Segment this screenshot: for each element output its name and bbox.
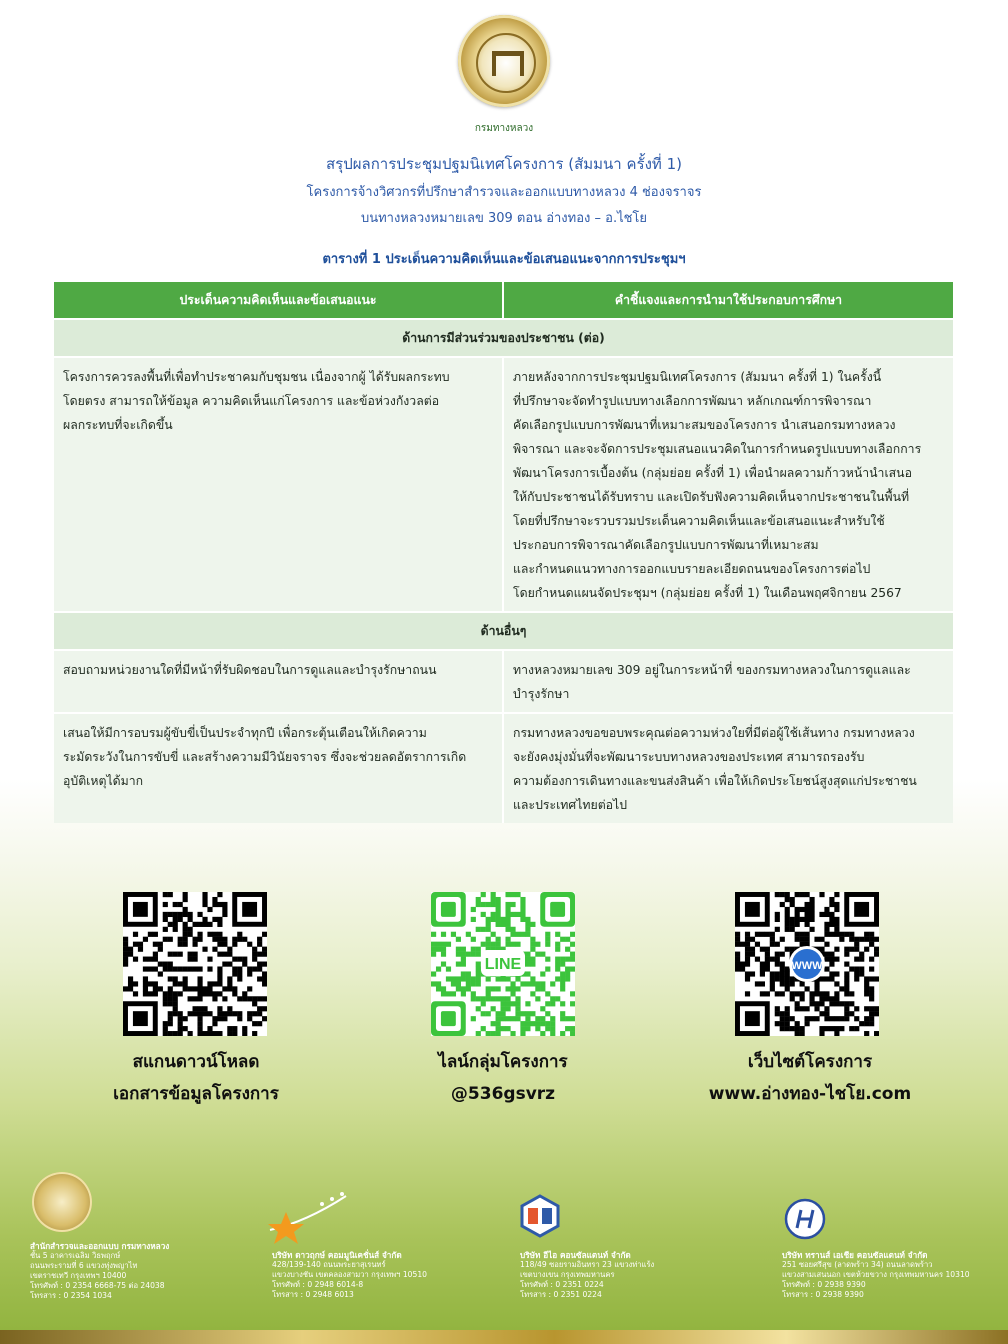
firm-block-trans-asia [782, 1250, 970, 1300]
document-title: สรุปผลการประชุมปฐมนิเทศโครงการ (สัมมนา ครั้งที่ 1) [326, 155, 682, 173]
firm-phone: โทรศัพท์ : 0 2938 9390 [782, 1280, 866, 1289]
firm-name: บริษัท อีไอ คอนซัลแตนท์ จำกัด [520, 1250, 631, 1260]
column-header-comments: ประเด็นความคิดเห็นและข้อเสนอแนะ [179, 293, 377, 307]
qr-label-line: เว็บไซต์โครงการ [747, 1052, 873, 1072]
website-qr-code[interactable] [735, 892, 879, 1036]
text-line: ที่ปรึกษาจะจัดทำรูปแบบทางเลือกการพัฒนา หลักเกณฑ์การพิจารณา [513, 394, 872, 408]
firm-address-line: แขวงบางชัน เขตคลองสามวา กรุงเทพฯ 10510 [272, 1270, 428, 1279]
svg-text:LINE: LINE [484, 956, 522, 973]
text-line: โดยกำหนดแผนจัดประชุมฯ (กลุ่มย่อย ครั้งที่ 1) ในเดือนพฤศจิกายน 2567 [513, 586, 902, 600]
comment-cell [54, 651, 502, 712]
table-row [54, 712, 953, 823]
daoreuk-star-logo-icon [266, 1190, 352, 1246]
download-documents-label [66, 1046, 326, 1110]
text-line: กรมทางหลวงขอขอบพระคุณต่อความห่วงใยที่มีต่อผู้ใช้เส้นทาง กรมทางหลวง [513, 726, 915, 740]
line-group-qr-code[interactable] [431, 892, 575, 1036]
comments-table [54, 282, 953, 823]
text-line: ระมัดระวังในการขับขี่ และสร้างความมีวินัยจราจร ซึ่งจะช่วยลดอัตราการเกิด [63, 750, 467, 764]
text-line: บำรุงรักษา [513, 687, 570, 701]
column-header-responses: คำชี้แจงและการนำมาใช้ประกอบการศึกษา [502, 282, 953, 318]
firm-block-ei [520, 1250, 654, 1300]
comment-cell [54, 714, 502, 823]
text-line: สอบถามหน่วยงานใดที่มีหน้าที่รับผิดชอบในการดูแลและบำรุงรักษาถนน [63, 663, 437, 677]
firm-fax: โทรสาร : 0 2351 0224 [520, 1290, 602, 1299]
firm-address-line: เขตราชเทวี กรุงเทพฯ 10400 [30, 1271, 127, 1280]
firm-block-daoreuk [272, 1250, 427, 1300]
firm-address-line: 118/49 ซอยรามอินทรา 23 แขวงท่าแร้ง [520, 1260, 655, 1269]
text-line: คัดเลือกรูปแบบการพัฒนาที่เหมาะสมของโครงการ นำเสนอกรมทางหลวง [513, 418, 896, 432]
project-location: บนทางหลวงหมายเลข 309 ตอน อ่างทอง – อ.ไชโย [360, 211, 648, 226]
table-caption: ตารางที่ 1 ประเด็นความคิดเห็นและข้อเสนอแนะจากการประชุมฯ [322, 252, 686, 267]
table-row [54, 356, 953, 611]
text-line: พัฒนาโครงการเบื้องต้น (กลุ่มย่อย ครั้งที่ 1) เพื่อนำผลความก้าวหน้านำเสนอ [513, 466, 912, 480]
text-line: โดยที่ปรึกษาจะรวบรวมประเด็นความคิดเห็นและข้อเสนอแนะสำหรับใช้ [513, 514, 885, 528]
text-line: ภายหลังจากการประชุมปฐมนิเทศโครงการ (สัมมนา ครั้งที่ 1) ในครั้งนี้ [513, 370, 882, 384]
text-line: โดยตรง สามารถให้ข้อมูล ความคิดเห็นแก่โครงการ และข้อห่วงกังวลต่อ [63, 394, 440, 408]
qr-label-line: ไลน์กลุ่มโครงการ [438, 1052, 568, 1072]
comment-cell [54, 358, 502, 611]
text-line: พิจารณา และจะจัดการประชุมเสนอแนวคิดในการกำหนดรูปแบบทางเลือกการ [513, 442, 922, 456]
firm-fax: โทรสาร : 0 2948 6013 [272, 1290, 354, 1299]
firm-fax: โทรสาร : 0 2354 1034 [30, 1291, 112, 1300]
footer-gold-bar [0, 1330, 1008, 1344]
text-line: ประกอบการพิจารณาคัดเลือกรูปแบบการพัฒนาที่เหมาะสม [513, 538, 819, 552]
line-group-label [373, 1046, 633, 1110]
department-seal-icon [32, 1172, 92, 1232]
firm-address-line: แขวงสามเสนนอก เขตห้วยขวาง กรุงเทพมหานคร 10310 [782, 1270, 970, 1279]
firm-address-line: ชั้น 5 อาคารเฉลิม วิธพฤกษ์ [30, 1251, 121, 1260]
trans-asia-logo-icon [784, 1198, 826, 1240]
svg-text:WWW: WWW [791, 960, 823, 972]
firm-name: บริษัท ทรานส์ เอเชีย คอนซัลแตนท์ จำกัด [782, 1250, 928, 1260]
text-line: จะยังคงมุ่งมั่นที่จะพัฒนาระบบทางหลวงของประเทศ สามารถรองรับ [513, 750, 865, 764]
website-label [680, 1046, 940, 1110]
response-cell [502, 651, 953, 712]
text-line: เสนอให้มีการอบรมผู้ขับขี่เป็นประจำทุกปี เพื่อกระตุ้นเตือนให้เกิดความ [63, 726, 427, 740]
firm-block-doh [30, 1241, 169, 1301]
text-line: และประเทศไทยต่อไป [513, 798, 628, 812]
ei-consultant-logo-icon [520, 1194, 560, 1238]
firm-address-line: 251 ซอยศรีสุข (ลาดพร้าว 34) ถนนลาดพร้าว [782, 1260, 933, 1269]
response-cell [502, 358, 953, 611]
firm-fax: โทรสาร : 0 2938 9390 [782, 1290, 864, 1299]
response-cell [502, 714, 953, 823]
section-header-participation: ด้านการมีส่วนร่วมของประชาชน (ต่อ) [54, 318, 953, 356]
table-header-row [54, 282, 953, 318]
firm-phone: โทรศัพท์ : 0 2351 0224 [520, 1280, 604, 1289]
firm-address-line: 428/139-140 ถนนพระยาสุเรนทร์ [272, 1260, 386, 1269]
firm-name: สำนักสำรวจและออกแบบ กรมทางหลวง [30, 1241, 170, 1251]
text-line: ผลกระทบที่จะเกิดขึ้น [63, 418, 173, 432]
text-line: ทางหลวงหมายเลข 309 อยู่ในการะหน้าที่ ของกรมทางหลวงในการดูแลและ [513, 663, 911, 677]
text-line: และกำหนดแนวทางการออกแบบรายละเอียดถนนของโครงการต่อไป [513, 562, 871, 576]
firm-phone: โทรศัพท์ : 0 2354 6668-75 ต่อ 24038 [30, 1281, 165, 1290]
department-caption: กรมทางหลวง [474, 123, 534, 134]
project-name: โครงการจ้างวิศวกรที่ปรึกษาสำรวจและออกแบบทางหลวง 4 ช่องจราจร [306, 185, 702, 200]
section-header-other: ด้านอื่นๆ [54, 611, 953, 649]
firm-phone: โทรศัพท์ : 0 2948 6014-8 [272, 1280, 364, 1289]
text-line: ให้กับประชาชนได้รับทราบ และเปิดรับฟังความคิดเห็นจากประชาชนในพื้นที่ [513, 490, 910, 504]
website-url-link[interactable]: www.อ่างทอง-ไชโย.com [708, 1084, 912, 1104]
text-line: อุบัติเหตุได้มาก [63, 774, 144, 788]
firm-name: บริษัท ดาวฤกษ์ คอมมูนิเคชั่นส์ จำกัด [272, 1250, 402, 1260]
line-id-link[interactable]: @536gsvrz [450, 1084, 556, 1104]
firm-address-line: เขตบางเขน กรุงเทพมหานคร [520, 1270, 615, 1279]
text-line: โครงการควรลงพื้นที่เพื่อทำประชาคมกับชุมชน เนื่องจากผู้ ได้รับผลกระทบ [63, 370, 450, 384]
department-seal-logo [458, 15, 550, 107]
text-line: ความต้องการเดินทางและขนส่งสินค้า เพื่อให้เกิดประโยชน์สูงสุดแก่ประชาชน [513, 774, 917, 788]
qr-label-line: สแกนดาวน์โหลด [132, 1052, 260, 1072]
table-row [54, 649, 953, 712]
qr-label-line: เอกสารข้อมูลโครงการ [113, 1084, 279, 1104]
download-documents-qr-code[interactable] [123, 892, 267, 1036]
firm-address-line: ถนนพระรามที่ 6 แขวงทุ่งพญาไท [30, 1261, 138, 1270]
